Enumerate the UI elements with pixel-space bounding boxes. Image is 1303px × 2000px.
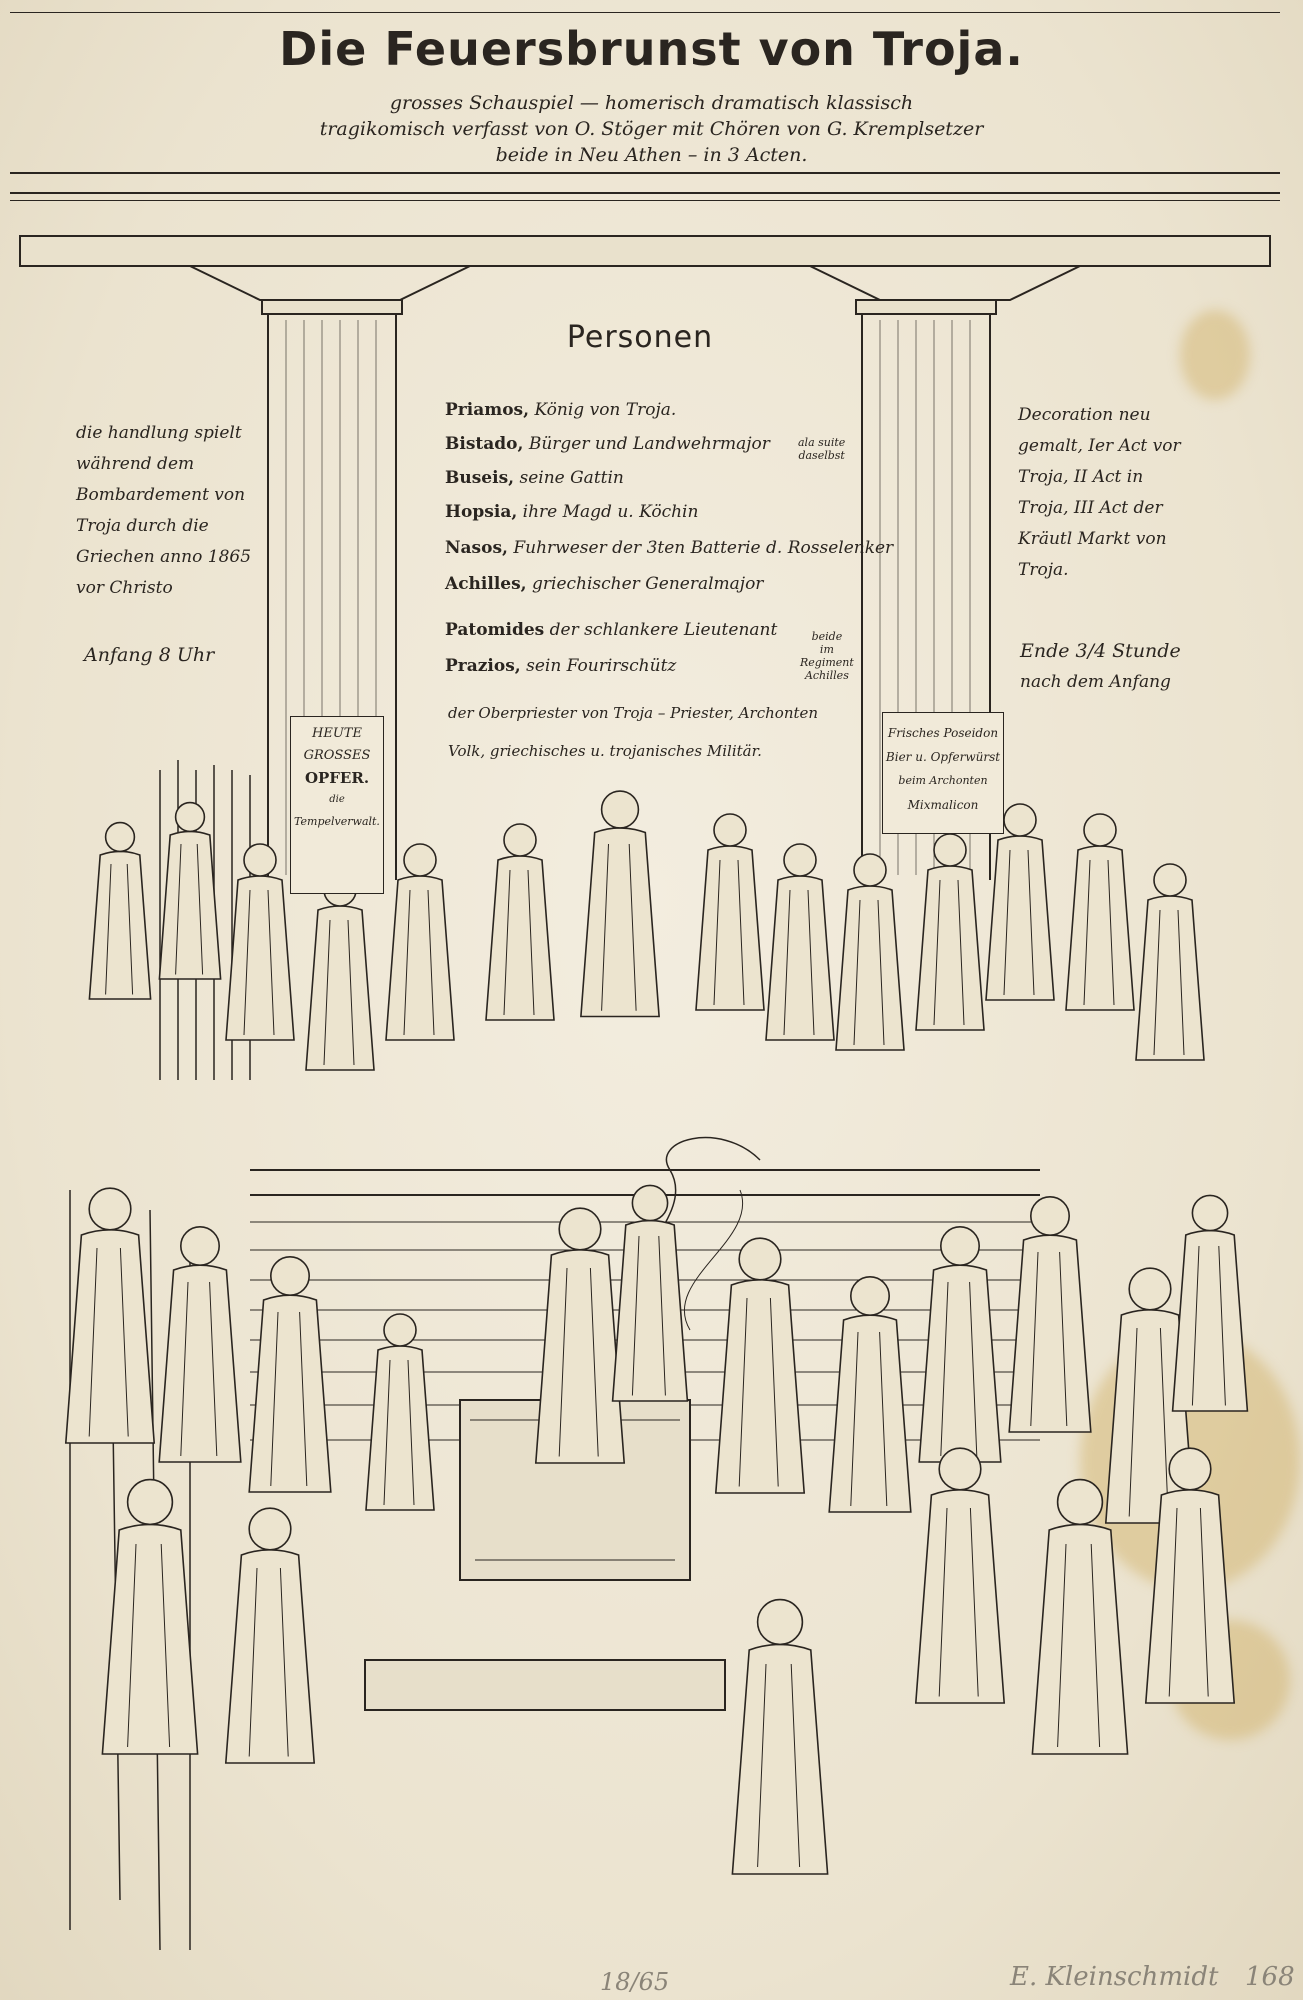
sign-right-line: beim Archonten	[898, 774, 988, 787]
cast-role-description: griechischer Generalmajor	[532, 574, 764, 594]
subtitle-line-3: beide in Neu Athen – in 3 Acten.	[495, 144, 808, 166]
decoration-line: Decoration neu	[1018, 405, 1151, 425]
cast-entry	[445, 468, 624, 488]
sign-right-line: Frisches Poseidon	[887, 726, 999, 740]
poster-title: Die Feuersbrunst von Troja.	[279, 22, 1024, 76]
crowd-figure	[1066, 814, 1134, 1010]
cast-role-description: Bürger und Landwehrmajor	[528, 434, 770, 454]
cast-entry	[445, 502, 698, 522]
sign-right-line: Mixmalicon	[907, 798, 979, 812]
cast-role-name: Bistado,	[445, 434, 524, 454]
cast-entry	[445, 656, 676, 676]
setting-line: Griechen anno 1865	[76, 547, 252, 567]
cast-role-description: seine Gattin	[519, 468, 624, 488]
crowd-figure	[916, 1448, 1004, 1703]
aside-line: daselbst	[798, 449, 845, 462]
crowd-figure	[249, 1257, 331, 1492]
cast-entry	[445, 400, 676, 420]
cast-heading: Personen	[566, 320, 714, 355]
crowd-figure	[766, 844, 834, 1040]
crowd-figure	[102, 1480, 197, 1754]
cast-role-name: Priamos,	[445, 400, 530, 420]
aside-line: Regiment	[800, 656, 854, 669]
setting-line: Bombardement von	[76, 485, 246, 505]
decoration-line: Troja, III Act der	[1018, 498, 1163, 518]
crowd-figure	[89, 823, 150, 999]
aside-line: Achilles	[804, 669, 849, 682]
setting-note	[76, 418, 251, 604]
cast-role-description: sein Fourirschütz	[526, 656, 677, 676]
crowd-figure	[366, 1314, 434, 1510]
decoration-note	[1018, 400, 1181, 586]
sign-left-line: die	[329, 794, 345, 805]
crowd-figure	[159, 803, 220, 979]
cast-role-name: Buseis,	[445, 468, 515, 488]
subtitle-line-1: grosses Schauspiel — homerisch dramatisch klassisch	[389, 92, 914, 114]
cast-role-name: Hopsia,	[445, 502, 518, 522]
crowd-figure	[732, 1600, 827, 1874]
crowd-figure	[581, 791, 659, 1016]
crowd-figure	[226, 844, 294, 1040]
beer-sign	[882, 712, 1004, 834]
aside-line: im	[819, 643, 834, 656]
crowd-figure	[536, 1208, 624, 1463]
bistado-aside	[798, 436, 845, 462]
crowd-figure	[1136, 864, 1204, 1060]
decoration-line: Troja.	[1018, 560, 1069, 580]
cast-entry	[448, 742, 762, 760]
aside-line: ala suite	[798, 436, 846, 449]
cast-entry	[445, 620, 777, 640]
crowd-figure	[696, 814, 764, 1010]
decoration-line: gemalt, Ier Act vor	[1018, 436, 1181, 456]
setting-line: vor Christo	[76, 578, 173, 598]
crowd-figure	[226, 1508, 314, 1763]
sign-left-line: GROSSES	[303, 748, 371, 763]
cast-entry	[448, 704, 818, 722]
cast-role-name: Prazios,	[445, 656, 521, 676]
decoration-line: Troja, II Act in	[1018, 467, 1144, 487]
crowd-figure	[1009, 1197, 1091, 1432]
subtitle-line-2: tragikomisch verfasst von O. Stöger mit Chören von G. Kremplsetzer	[319, 118, 984, 140]
crowd-figure	[916, 834, 984, 1030]
end-time-note	[1020, 636, 1181, 698]
setting-line: Troja durch die	[76, 516, 209, 536]
crowd-figure	[159, 1227, 241, 1462]
setting-line: die handlung spielt	[76, 423, 242, 443]
sign-left-line: Tempelverwalt.	[294, 815, 380, 828]
cast-role-description: Fuhrweser der 3ten Batterie d. Rosselenker	[513, 538, 894, 558]
patomides-aside	[800, 630, 854, 682]
pencil-date: 18/65	[600, 1968, 670, 1996]
crowd-figure	[306, 874, 374, 1070]
cast-entry	[445, 538, 893, 558]
cast-role-description: König von Troja.	[534, 400, 677, 420]
crowd-figure	[66, 1188, 154, 1443]
cast-role-name: Nasos,	[445, 538, 508, 558]
crowd-figure	[613, 1185, 688, 1401]
pencil-signature: E. Kleinschmidt	[1010, 1962, 1219, 1992]
cast-entry	[445, 574, 763, 594]
setting-line: während dem	[76, 454, 195, 474]
cast-role-description: ihre Magd u. Köchin	[522, 502, 699, 522]
aside-line: beide	[811, 630, 843, 643]
crowd-figure	[829, 1277, 911, 1512]
start-time-note: Anfang 8 Uhr	[84, 644, 215, 666]
end-line: nach dem Anfang	[1020, 672, 1171, 692]
crowd-figure	[836, 854, 904, 1050]
cast-role-description: der Oberpriester von Troja – Priester, Archonten	[448, 704, 819, 722]
cast-role-name: Achilles,	[445, 574, 527, 594]
crowd-figure	[919, 1227, 1001, 1462]
sign-left-line: HEUTE	[312, 726, 362, 741]
inventory-number: 168	[1245, 1962, 1295, 1992]
sacrifice-sign	[290, 716, 384, 894]
cast-entry	[445, 434, 770, 454]
crowd-figure	[486, 824, 554, 1020]
sign-right-line: Bier u. Opferwürst	[885, 750, 1001, 764]
cast-role-description: Volk, griechisches u. trojanisches Militär.	[448, 742, 762, 760]
cast-role-description: der schlankere Lieutenant	[549, 620, 778, 640]
crowd-figure	[716, 1238, 804, 1493]
end-line: Ende 3/4 Stunde	[1020, 640, 1181, 662]
decoration-line: Kräutl Markt von	[1018, 529, 1167, 549]
sign-left-line: OPFER.	[304, 769, 370, 787]
crowd-figure	[1173, 1195, 1248, 1411]
cast-role-name: Patomides	[445, 620, 545, 640]
